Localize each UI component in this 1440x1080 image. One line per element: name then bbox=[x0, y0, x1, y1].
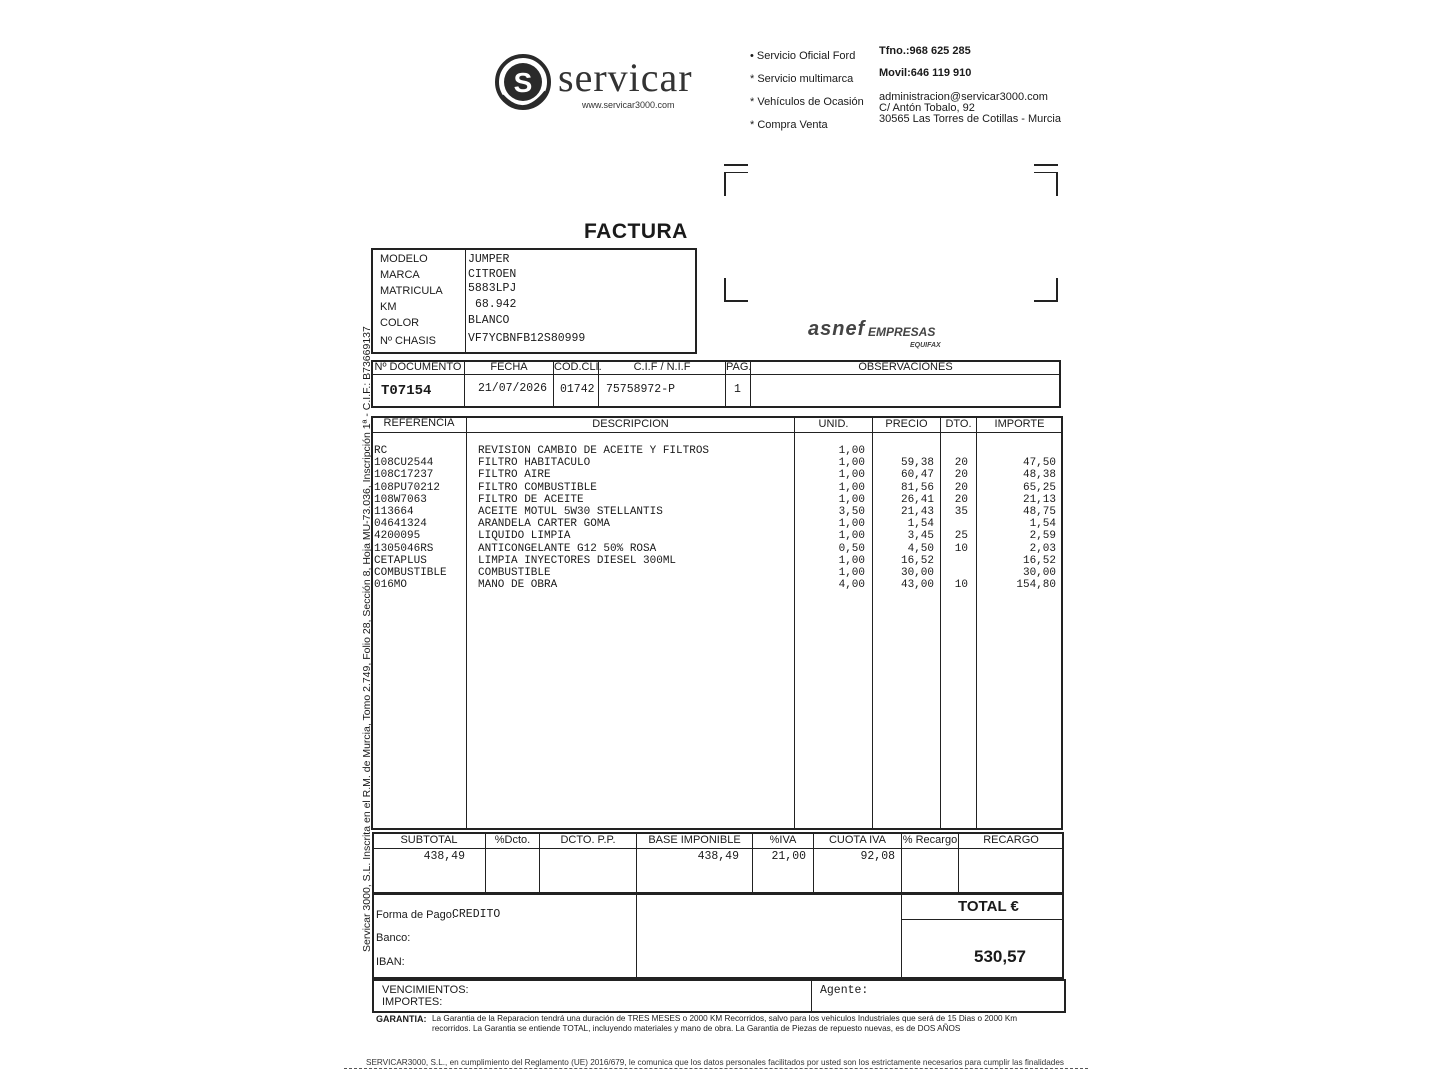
total-value: 530,57 bbox=[974, 947, 1026, 966]
totals-header-recargo-pct: % Recargo bbox=[902, 834, 958, 846]
line-ref: 108PU70212 bbox=[374, 481, 441, 494]
line-precio: 26,41 bbox=[900, 493, 934, 506]
totals-cuota: 92,08 bbox=[860, 850, 895, 863]
doc-codcli: 01742 bbox=[560, 383, 595, 396]
line-ref: RC bbox=[374, 445, 388, 457]
line-unid: 1,00 bbox=[838, 554, 865, 567]
service-item: * Servicio multimarca bbox=[750, 73, 854, 85]
line-importe: 30,00 bbox=[1022, 567, 1056, 579]
totals-header-cuota: CUOTA IVA bbox=[828, 834, 887, 846]
vehicle-color: BLANCO bbox=[468, 314, 510, 327]
totals-header-dctopp: DCTO. P.P. bbox=[560, 834, 616, 846]
line-desc: ARANDELA CARTER GOMA bbox=[478, 518, 611, 531]
totals-header-recargo: RECARGO bbox=[983, 834, 1039, 846]
line-desc: FILTRO COMBUSTIBLE bbox=[478, 481, 597, 494]
lines-header-precio: PRECIO bbox=[885, 418, 928, 430]
line-unid: 4,00 bbox=[838, 579, 865, 592]
line-unid: 1,00 bbox=[838, 469, 865, 482]
line-unid: 1,00 bbox=[838, 493, 865, 506]
company-email: administracion@servicar3000.com bbox=[879, 91, 1048, 103]
line-precio: 30,00 bbox=[900, 567, 934, 579]
line-importe: 1,54 bbox=[1029, 518, 1056, 531]
vencimientos-box bbox=[372, 979, 1066, 1013]
vehicle-label-matricula: MATRICULA bbox=[380, 285, 443, 297]
doc-header-numero: Nº DOCUMENTO bbox=[374, 361, 462, 373]
totals-header-subtotal: SUBTOTAL bbox=[400, 834, 458, 846]
line-unid: 1,00 bbox=[838, 518, 865, 531]
vehicle-modelo: JUMPER bbox=[468, 253, 510, 266]
line-importe: 65,25 bbox=[1022, 481, 1056, 494]
doc-header-codcli: COD.CLI. bbox=[554, 361, 602, 373]
garantia-text-2: recorridos. La Garantia se entiende TOTAL, incluyendo materiales y mano de obra. La Garantia de Piezas de repuesto nuevas, es de DOS AÑOS bbox=[432, 1024, 961, 1033]
line-desc: ANTICONGELANTE G12 50% ROSA bbox=[478, 542, 657, 555]
line-precio: 16,52 bbox=[900, 554, 934, 567]
line-precio: 81,56 bbox=[900, 481, 934, 494]
line-dto: 25 bbox=[954, 530, 968, 543]
vehicle-label-modelo: MODELO bbox=[380, 253, 428, 265]
line-ref: 1305046RS bbox=[374, 542, 434, 555]
service-item: * Vehículos de Ocasión bbox=[750, 96, 864, 108]
company-phone: Tfno.:968 625 285 bbox=[879, 45, 971, 57]
address-window-marks bbox=[724, 164, 1058, 302]
lines-header-ref: REFERENCIA bbox=[383, 417, 455, 429]
line-desc: COMBUSTIBLE bbox=[478, 567, 551, 579]
line-unid: 1,00 bbox=[838, 445, 865, 457]
line-dto: 10 bbox=[954, 579, 968, 592]
line-ref: 016MO bbox=[374, 579, 408, 592]
line-unid: 3,50 bbox=[838, 506, 865, 518]
line-unid: 1,00 bbox=[838, 567, 865, 579]
line-desc: FILTRO AIRE bbox=[478, 469, 551, 482]
line-unid: 0,50 bbox=[838, 542, 865, 555]
company-name: servicar bbox=[558, 55, 693, 100]
line-precio: 4,50 bbox=[907, 542, 934, 555]
service-item: * Compra Venta bbox=[750, 119, 828, 131]
doc-header-obs: OBSERVACIONES bbox=[858, 361, 953, 373]
line-precio: 59,38 bbox=[900, 457, 934, 470]
line-importe: 2,59 bbox=[1029, 530, 1056, 543]
company-address-2: 30565 Las Torres de Cotillas - Murcia bbox=[879, 113, 1061, 125]
line-dto: 10 bbox=[954, 542, 968, 555]
line-dto: 20 bbox=[954, 481, 968, 494]
totals-iva: 21,00 bbox=[771, 850, 806, 863]
line-dto: 35 bbox=[954, 506, 968, 518]
lines-header-importe: IMPORTE bbox=[994, 418, 1045, 430]
line-importe: 48,38 bbox=[1022, 469, 1056, 482]
totals-base: 438,49 bbox=[697, 850, 739, 863]
line-ref: 108CU2544 bbox=[374, 457, 434, 470]
vehicle-label-marca: MARCA bbox=[380, 269, 420, 281]
importes-label: IMPORTES: bbox=[382, 996, 443, 1008]
line-dto: 20 bbox=[954, 457, 968, 470]
line-dto: 20 bbox=[954, 469, 968, 482]
line-ref: 108C17237 bbox=[374, 469, 434, 482]
totals-subtotal: 438,49 bbox=[423, 850, 465, 863]
doc-header-fecha: FECHA bbox=[490, 361, 528, 373]
agente-label: Agente: bbox=[820, 984, 869, 997]
asnef-main: asnef bbox=[808, 318, 866, 340]
line-ref: 4200095 bbox=[374, 530, 421, 543]
doc-header-cif: C.I.F / N.I.F bbox=[633, 361, 691, 373]
line-importe: 47,50 bbox=[1022, 457, 1056, 470]
line-ref: 04641324 bbox=[374, 518, 427, 531]
line-desc: LIMPIA INYECTORES DIESEL 300ML bbox=[478, 554, 677, 567]
vehicle-matricula: 5883LPJ bbox=[468, 282, 517, 295]
vehicle-marca: CITROEN bbox=[468, 268, 517, 281]
lines-header-unid: UNID. bbox=[818, 418, 849, 430]
line-unid: 1,00 bbox=[838, 457, 865, 470]
payment-forma-label: Forma de Pago: bbox=[376, 909, 455, 921]
vehicle-label-chasis: Nº CHASIS bbox=[380, 335, 436, 347]
line-ref: 113664 bbox=[374, 506, 414, 518]
asnef-sub: EMPRESAS bbox=[868, 325, 936, 339]
totals-header-iva: %IVA bbox=[769, 834, 797, 846]
line-ref: 108W7063 bbox=[374, 493, 427, 506]
company-mobile: Movil:646 119 910 bbox=[879, 67, 972, 79]
garantia-label: GARANTIA: bbox=[376, 1014, 427, 1024]
vehicle-km: 68.942 bbox=[475, 298, 517, 311]
doc-header-pag: PAG. bbox=[726, 361, 752, 373]
lines-header-dto: DTO. bbox=[945, 418, 972, 430]
line-precio: 21,43 bbox=[900, 506, 934, 518]
total-label: TOTAL € bbox=[958, 898, 1019, 915]
line-desc: FILTRO DE ACEITE bbox=[478, 493, 584, 506]
line-desc: REVISION CAMBIO DE ACEITE Y FILTROS bbox=[478, 445, 710, 457]
line-importe: 16,52 bbox=[1022, 554, 1056, 567]
line-importe: 2,03 bbox=[1029, 542, 1056, 555]
line-importe: 154,80 bbox=[1016, 579, 1056, 592]
line-precio: 60,47 bbox=[900, 469, 934, 482]
vencimientos-label: VENCIMIENTOS: bbox=[382, 984, 469, 996]
line-desc: LIQUIDO LIMPIA bbox=[478, 530, 571, 543]
totals-header-base: BASE IMPONIBLE bbox=[648, 834, 741, 846]
line-unid: 1,00 bbox=[838, 481, 865, 494]
line-precio: 3,45 bbox=[907, 530, 934, 543]
line-desc: FILTRO HABITACULO bbox=[478, 457, 591, 470]
line-desc: MANO DE OBRA bbox=[478, 579, 558, 592]
doc-pag: 1 bbox=[734, 383, 741, 396]
asnef-small: EQUIFAX bbox=[910, 342, 941, 349]
company-website: www.servicar3000.com bbox=[582, 100, 675, 110]
lines-header-desc: DESCRIPCION bbox=[592, 418, 669, 430]
registry-side-text: Servicar 3000, S.L. Inscrita en el R.M. de Murcia, Tomo 2.749, Folio 28, Sección 8, Hoja MU-73.036, Inscripción 1ª - C.I.F.: B73669137 bbox=[361, 326, 373, 952]
payment-forma-value: CREDITO bbox=[452, 908, 501, 921]
doc-cif: 75758972-P bbox=[606, 383, 676, 396]
line-precio: 43,00 bbox=[900, 579, 934, 592]
footer-text: SERVICAR3000, S.L., en cumplimiento del Reglamento (UE) 2016/679, le comunica que los datos personales facilitados por usted son los estrictamente necesarios para cumplir las finalidades bbox=[366, 1058, 1064, 1067]
doc-numero: T07154 bbox=[381, 383, 432, 399]
servicar-logo-icon bbox=[494, 52, 554, 114]
line-dto: 20 bbox=[954, 493, 968, 506]
service-item: • Servicio Oficial Ford bbox=[750, 50, 856, 62]
asnef-logo bbox=[808, 318, 958, 358]
company-address-1: C/ Antón Tobalo, 92 bbox=[879, 102, 975, 114]
line-importe: 21,13 bbox=[1022, 493, 1056, 506]
line-desc: ACEITE MOTUL 5W30 STELLANTIS bbox=[478, 506, 663, 518]
line-ref: CETAPLUS bbox=[374, 554, 427, 567]
company-services bbox=[750, 45, 864, 137]
page-title: FACTURA bbox=[584, 220, 688, 243]
payment-banco-label: Banco: bbox=[376, 932, 411, 944]
totals-header-dcto: %Dcto. bbox=[494, 834, 531, 846]
doc-fecha: 21/07/2026 bbox=[478, 382, 548, 395]
garantia-text-1: La Garantia de la Reparacion tendrá una duración de TRES MESES o 2000 KM Recorridos, salvo para los vehiculos Industriales que será de 15 Dias o 2000 Km bbox=[432, 1014, 1018, 1023]
line-precio: 1,54 bbox=[907, 518, 934, 531]
vehicle-chasis: VF7YCBNFB12S80999 bbox=[468, 332, 586, 345]
vehicle-label-color: COLOR bbox=[380, 317, 420, 329]
vehicle-label-km: KM bbox=[380, 301, 397, 313]
line-ref: COMBUSTIBLE bbox=[374, 567, 447, 579]
line-unid: 1,00 bbox=[838, 530, 865, 543]
line-importe: 48,75 bbox=[1022, 506, 1056, 518]
company-logo bbox=[494, 52, 724, 114]
payment-iban-label: IBAN: bbox=[376, 956, 405, 968]
svg-text:S: S bbox=[513, 67, 533, 98]
